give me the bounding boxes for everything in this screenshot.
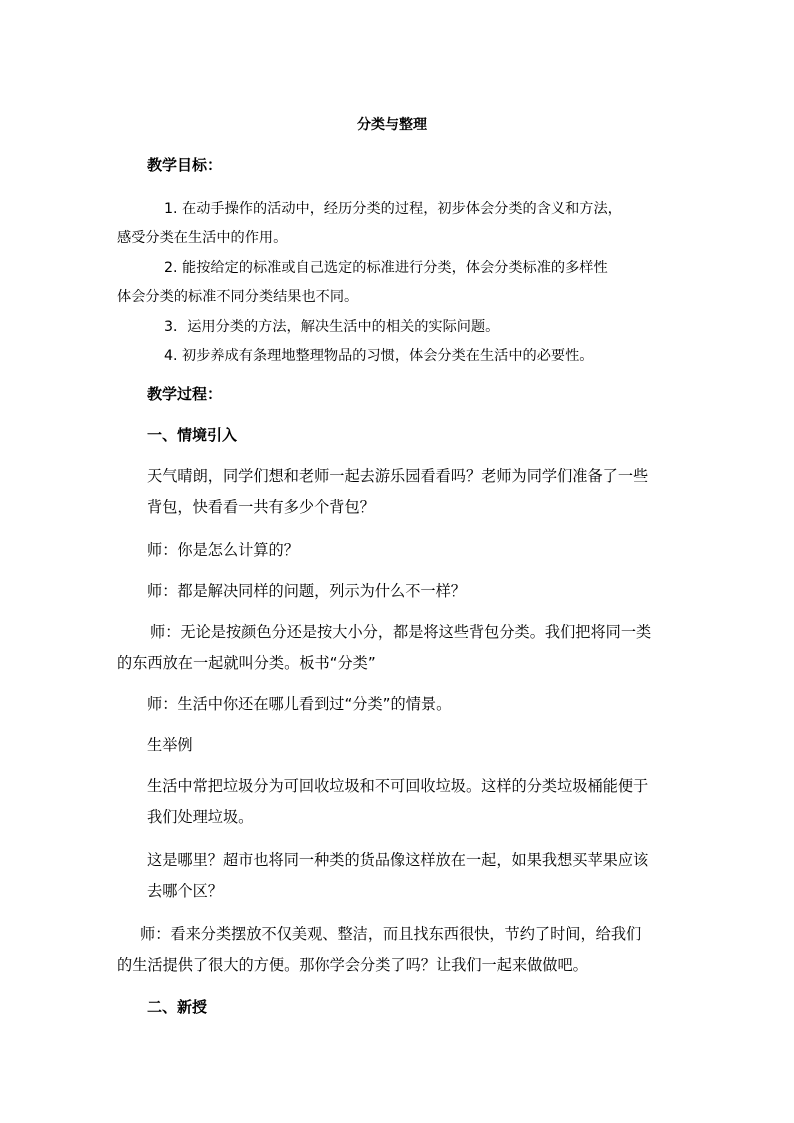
paragraph-1-line-1: 天气晴朗，同学们想和老师一起去游乐园看看吗？老师为同学们准备了一些 <box>147 467 649 485</box>
paragraph-1-line-2: 背包，快看看一共有多少个背包？ <box>147 498 375 516</box>
section-2-heading: 二、新授 <box>147 998 208 1016</box>
objective-2-line-1: 2. 能按给定的标准或自己选定的标准进行分类，体会分类标准的多样性 <box>164 260 608 276</box>
paragraph-7-line-1: 生活中常把垃圾分为可回收垃圾和不可回收垃圾。这样的分类垃圾桶能便于 <box>147 777 649 795</box>
paragraph-6: 生举例 <box>147 736 193 754</box>
paragraph-9-line-2: 的生活提供了很大的方便。那你学会分类了吗？让我们一起来做做吧。 <box>117 956 588 974</box>
paragraph-3: 师：都是解决同样的问题，列示为什么不一样？ <box>147 582 466 600</box>
paragraph-4-line-2: 的东西放在一起就叫分类。板书“分类” <box>117 654 376 672</box>
paragraph-7-line-2: 我们处理垃圾。 <box>147 808 254 826</box>
paragraph-8-line-1: 这是哪里？超市也将同一种类的货品像这样放在一起，如果我想买苹果应该 <box>147 851 649 869</box>
process-heading: 教学过程： <box>147 385 223 403</box>
paragraph-9-line-1: 师：看来分类摆放不仅美观、整洁，而且找东西很快，节约了时间，给我们 <box>140 925 642 943</box>
paragraph-5: 师：生活中你还在哪儿看到过“分类”的情景。 <box>147 695 452 713</box>
paragraph-4-line-1: 师：无论是按颜色分还是按大小分，都是将这些背包分类。我们把将同一类 <box>150 623 652 641</box>
paragraph-8-line-2: 去哪个区？ <box>147 882 223 900</box>
paragraph-2: 师：你是怎么计算的？ <box>147 541 299 559</box>
objective-4: 4. 初步养成有条理地整理物品的习惯，体会分类在生活中的必要性。 <box>164 348 594 364</box>
objective-1-line-1: 1. 在动手操作的活动中，经历分类的过程，初步体会分类的含义和方法， <box>164 201 622 217</box>
section-1-heading: 一、情境引入 <box>147 426 238 444</box>
objectives-heading: 教学目标： <box>147 156 223 174</box>
objective-1-line-2: 感受分类在生活中的作用。 <box>117 230 288 246</box>
document-title: 分类与整理 <box>357 117 427 133</box>
objective-2-line-2: 体会分类的标准不同分类结果也不同。 <box>117 289 359 305</box>
objective-3: 3．运用分类的方法，解决生活中的相关的实际问题。 <box>164 319 500 335</box>
